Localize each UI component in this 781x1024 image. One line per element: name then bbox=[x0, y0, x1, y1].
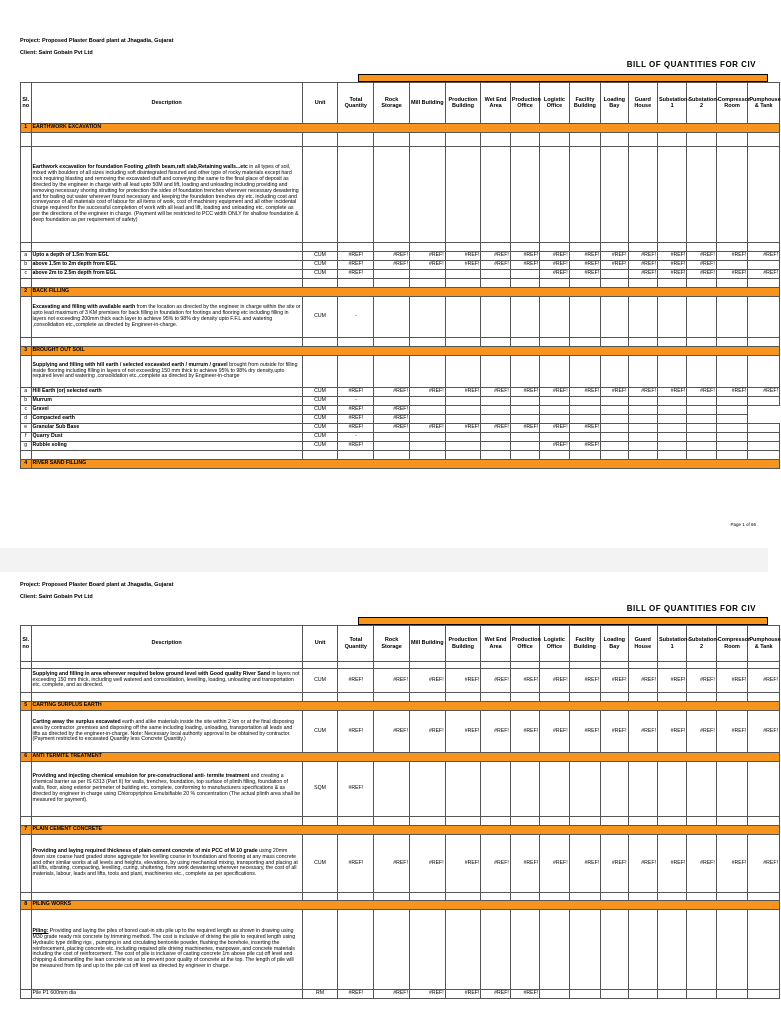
table-row: b Murrum CUM - bbox=[21, 397, 780, 406]
header-cell: Rock Storage bbox=[374, 626, 410, 662]
header-cell: Loading Bay bbox=[601, 83, 628, 124]
section-row bbox=[21, 702, 780, 711]
item-description: Providing and laying required thickness of plain cement concrete of mix PCC of M 10 grade using 20mm down size coarse hard graded stone aggregate for levelling course in foundation and flooring at any mass concrete and other similar works at all levels and heights, elevations, by using mechanical mixing, transporting and placing at all lifts, vibrating, compacting, levelling, curing, shuttering, form work dewatering wherever necessary, the cost of all materials, labour, leads and lifts, tools and plant, machineries etc., complete as per specifications. bbox=[31, 835, 302, 893]
spacer-row bbox=[21, 338, 780, 347]
header-cell: Sl. no bbox=[21, 626, 32, 662]
page-2 bbox=[0, 572, 781, 1024]
section-row bbox=[21, 901, 780, 910]
spacer-row bbox=[21, 133, 780, 147]
boq-title: BILL OF QUANTITIES FOR CIV bbox=[626, 60, 756, 69]
header-cell: Substation-1 bbox=[657, 83, 686, 124]
section-title: BROUGHT OUT SOIL bbox=[31, 347, 780, 356]
section-title: PILING WORKS bbox=[31, 901, 780, 910]
section-number: 7 bbox=[21, 826, 32, 835]
header-cell: Total Quantity bbox=[338, 626, 374, 662]
section-number: 2 bbox=[21, 288, 32, 297]
header-row bbox=[21, 626, 780, 662]
header-cell: Wet End Area bbox=[481, 83, 510, 124]
header-cell: Description bbox=[31, 83, 302, 124]
page-separator bbox=[0, 548, 768, 572]
item-description: Carting away the surplus excavated earth and alike materials inside the site within 2 km or at the final disposing area by contractor ,premises and disposing off the same including loading, unloading, transportation all leads and lifts as directed by the engineer-in-charge. Note: Necessary local authority approval to be obtained by contractor. (Payment restricted to excavated Quantity less Concrete Quantity.) bbox=[31, 711, 302, 753]
header-cell: Guard House bbox=[628, 83, 657, 124]
section-row bbox=[21, 288, 780, 297]
client-label: Client: Saint Gobain Pvt Ltd bbox=[20, 594, 93, 600]
project-label: Project: Proposed Plaster Board plant at Jhagadia, Gujarat bbox=[20, 38, 174, 44]
table-row: Pile P1 600mm dia RM #REF! #REF! #REF! #REF! #REF! #REF! bbox=[21, 990, 780, 999]
section-title: PLAIN CEMENT CONCRETE bbox=[31, 826, 780, 835]
header-cell: Mill Building bbox=[409, 83, 445, 124]
section-number: 5 bbox=[21, 702, 32, 711]
spacer-row bbox=[21, 662, 780, 669]
header-cell: Logistic Office bbox=[540, 626, 569, 662]
table-row: b above 1.5m to 2m depth from EGL CUM #REF! #REF! #REF! #REF! #REF! #REF! #REF! #REF! #REF! #REF! #REF! #REF! bbox=[21, 261, 780, 270]
item-description: Supplying and filling in area wherever required below ground level with Good quality River Sand in layers not exceeding 150 mm thick, including well watered and consolidation, levelling, loading, unloading and transportation etc. complete, and as directed. bbox=[31, 669, 302, 693]
header-cell: Wet End Area bbox=[481, 626, 510, 662]
table-row: e Granular Sub Base CUM #REF! #REF! #REF! #REF! #REF! #REF! #REF! #REF! bbox=[21, 424, 780, 433]
spacer-row bbox=[21, 693, 780, 702]
table-row: c above 2m to 2.5m depth from EGL CUM #REF! #REF! #REF! #REF! #REF! #REF! #REF! #REF! bbox=[21, 270, 780, 279]
table-row: Supplying and filling in area wherever required below ground level with Good quality River Sand in layers not exceeding 150 mm thick, including well watered and consolidation, levelling, loading, unloading and transportation etc. complete, and as directed. CUM #REF! #REF! #REF! #REF! #REF! #REF! #REF! #REF! #REF! #REF! #REF! #REF! #REF! #REF! bbox=[21, 669, 780, 693]
table-row: g Rubble soling CUM #REF! #REF! #REF! bbox=[21, 442, 780, 451]
header-cell: Substation-2 bbox=[687, 626, 716, 662]
header-cell: Production Building bbox=[445, 83, 481, 124]
table-row: c Gravel CUM #REF! #REF! bbox=[21, 406, 780, 415]
description-row bbox=[21, 356, 780, 388]
header-cell: Facility Building bbox=[569, 626, 601, 662]
section-title: EARTHWORK EXCAVATION bbox=[31, 124, 780, 133]
section-row bbox=[21, 347, 780, 356]
header-cell: Total Quantity bbox=[338, 83, 374, 124]
section-title: BACK FILLING bbox=[31, 288, 780, 297]
spacer-row bbox=[21, 243, 780, 252]
section-row bbox=[21, 826, 780, 835]
spacer-row bbox=[21, 817, 780, 826]
section-number: 6 bbox=[21, 753, 32, 762]
table-row: d Compacted earth CUM #REF! #REF! bbox=[21, 415, 780, 424]
header-cell: Compressor Room bbox=[716, 626, 748, 662]
description-row: Excavating and filling with available earth from the location as directed by the engineer in charge within the site or upto lead maximum of 3 KM premises for back filling in foundation for footings and flooring etc including filling in layers not exceeding 200mm thick each layer to achieve 95% to 98% dry density upto F.F.L and watering ,consolidation etc.,complete as directed by Engineer-in-charge. CUM - bbox=[21, 297, 780, 338]
header-cell: Pumphouse & Tank bbox=[748, 626, 780, 662]
table-row: Providing and laying required thickness of plain cement concrete of mix PCC of M 10 grade using 20mm down size coarse hard graded stone aggregate for levelling course in foundation and flooring at any mass concrete and other similar works at all levels and heights, elevations, by using mechanical mixing, transporting and placing at all lifts, vibrating, compacting, levelling, curing, shuttering, form work dewatering wherever necessary, the cost of all materials, labour, leads and lifts, tools and plant, machineries etc., complete as per specifications. CUM #REF! #REF! #REF! #REF! #REF! #REF! #REF! #REF! #REF! #REF! #REF! #REF! #REF! #REF! bbox=[21, 835, 780, 893]
client-label: Client: Saint Gobain Pvt Ltd bbox=[20, 50, 93, 56]
project-label: Project: Proposed Plaster Board plant at Jhagadia, Gujarat bbox=[20, 582, 174, 588]
section-title: CARTING SURPLUS EARTH bbox=[31, 702, 780, 711]
page-number: Page 1 of 66 bbox=[730, 522, 756, 527]
boq-table-page-2 bbox=[20, 625, 780, 999]
orange-header-bar bbox=[358, 617, 768, 625]
header-cell: Production Office bbox=[510, 83, 539, 124]
table-row: Providing and injecting chemical emulsion for pre-constructional anti- termite treatment and creating a chemical barrier as per IS 6313 (Part II) for walls, trenches, foundation, top surface of plinth filling, foundation of walls, floor, along exterior perimeter of building etc. complete, conforming to manufacturers specifications & as directed by engineer in charge using Chloropyriphos Emulsifiable 20 % concentration (The actual plinth area shall be measured for payment). SQM #REF! bbox=[21, 762, 780, 817]
section-number: 4 bbox=[21, 460, 32, 469]
header-cell: Pumphouse & Tank bbox=[748, 83, 780, 124]
header-cell: Loading Bay bbox=[601, 626, 628, 662]
section-number: 1 bbox=[21, 124, 32, 133]
section-row bbox=[21, 460, 780, 469]
spacer-row bbox=[21, 451, 780, 460]
boq-table-page-1 bbox=[20, 82, 780, 469]
header-cell: Sl. no bbox=[21, 83, 32, 124]
description-row bbox=[21, 147, 780, 243]
table-row: Carting away the surplus excavated earth and alike materials inside the site within 2 km or at the final disposing area by contractor ,premises and disposing off the same including loading, unloading, transportation all leads and lifts as directed by the engineer-in-charge. Note: Necessary local authority approval to be obtained by contractor. (Payment restricted to excavated Quantity less Concrete Quantity.) CUM #REF! #REF! #REF! #REF! #REF! #REF! #REF! #REF! #REF! #REF! #REF! #REF! #REF! #REF! bbox=[21, 711, 780, 753]
header-cell: Substation-2 bbox=[687, 83, 716, 124]
header-cell: Guard House bbox=[628, 626, 657, 662]
header-cell: Compressor Room bbox=[716, 83, 748, 124]
item-description: Providing and injecting chemical emulsion for pre-constructional anti- termite treatment and creating a chemical barrier as per IS 6313 (Part II) for walls, trenches, foundation, top surface of plinth filling, foundation of walls, floor, along exterior perimeter of building etc. complete, conforming to manufacturers specifications & as directed by engineer in charge using Chloropyriphos Emulsifiable 20 % concentration (The actual plinth area shall be measured for payment). bbox=[31, 762, 302, 817]
table-row: a Hill Earth (or) selected earth CUM #REF! #REF! #REF! #REF! #REF! #REF! #REF! #REF! #REF! #REF! #REF! #REF! #REF! #REF! bbox=[21, 388, 780, 397]
header-cell: Unit bbox=[302, 83, 338, 124]
table-row bbox=[21, 910, 780, 990]
item-description: Piling: Providing and laying the piles of bored cast-in situ pile up to the required length as shown in drawing using M30 grade ready mix concrete by trimming method. The cost is inclusive of driving the pile to required length using Hydraulic type drilling rigs , pumping in and circulating bentonite powder, flushing the borehole, inserting the reinforcement, placing concrete etc. including required pile driving machineries, manpower, and concrete materials including the cost of reinforcement. The cost of pile is inclusive of casting concrete 1m above pile cut off level and chipping & dismantling the lean concrete so as to prevent poor quality of concrete at the top. The length of pile will be measured from tip and up to the pile cut off level as directed by engineer in charge. bbox=[31, 910, 302, 990]
item-description: Excavating and filling with available earth from the location as directed by the engineer in charge within the site or upto lead maximum of 3 KM premises for back filling in foundation for footings and flooring etc including filling in layers not exceeding 200mm thick each layer to achieve 95% to 98% dry density upto F.F.L and watering ,consolidation etc.,complete as directed by Engineer-in-charge. bbox=[31, 297, 302, 338]
section-number: 3 bbox=[21, 347, 32, 356]
table-row: f Quarry Dust CUM - bbox=[21, 433, 780, 442]
header-cell: Description bbox=[31, 626, 302, 662]
section-title: ANTI TERMITE TREATMENT bbox=[31, 753, 780, 762]
spacer-row bbox=[21, 279, 780, 288]
header-cell: Rock Storage bbox=[374, 83, 410, 124]
header-cell: Unit bbox=[302, 626, 338, 662]
item-description: Earthwork excavation for foundation Footing ,plinth beam,raft slab,Retaining walls...etc in all types of soil, mixed with boulders of all sizes including soft disintegrated fissured and other type of rocky materials except hard rock requiring blasting and removing the excavated stuff and conveying the same to the final place of deposit as directed by the engineer in charge with all lead upto 50M and lift, loading and unloading including providing and removing necessary shoring strutting for protection the sides of foundation trenches wherever necessary dewatering and for bailing out water wherever found necessary and keeping the foundation trenches dry etc. including cost and conveyance of all materials cost of labour for all items of work, cost of machinery equipment and all other incidental charge required for the successful completion of work with all lead and lift, loading and unloading etc. complete as per the directions of the engineer in charge. (Payment will be restricted to PCC width ONLY for shallow foundation & deep foundation as per requirement of safety) bbox=[31, 147, 302, 243]
header-row bbox=[21, 83, 780, 124]
header-cell: Mill Building bbox=[409, 626, 445, 662]
header-cell: Logistic Office bbox=[540, 83, 569, 124]
section-title: RIVER SAND FILLING bbox=[31, 460, 780, 469]
item-description: Supplying and filling with hill earth / selected excavated earth / murrum / gravel brought from outside for filling inside flooring including filling in layers of not exceeding 150 mm thick to achieve 95% to 98% dry density,upto required level and watering ,consolidation etc.,complete as directed by Engineer-in-charge bbox=[31, 356, 302, 388]
section-row bbox=[21, 753, 780, 762]
orange-header-bar bbox=[358, 74, 768, 82]
header-cell: Production Building bbox=[445, 626, 481, 662]
header-cell: Facility Building bbox=[569, 83, 601, 124]
boq-title: BILL OF QUANTITIES FOR CIV bbox=[626, 604, 756, 613]
section-row bbox=[21, 124, 780, 133]
table-row: a Upto a depth of 1.5m from EGL CUM #REF! #REF! #REF! #REF! #REF! #REF! #REF! #REF! #REF! #REF! #REF! #REF! #REF! #REF! bbox=[21, 252, 780, 261]
section-number: 8 bbox=[21, 901, 32, 910]
spacer-row bbox=[21, 893, 780, 901]
header-cell: Substation-1 bbox=[657, 626, 686, 662]
header-cell: Production Office bbox=[510, 626, 539, 662]
